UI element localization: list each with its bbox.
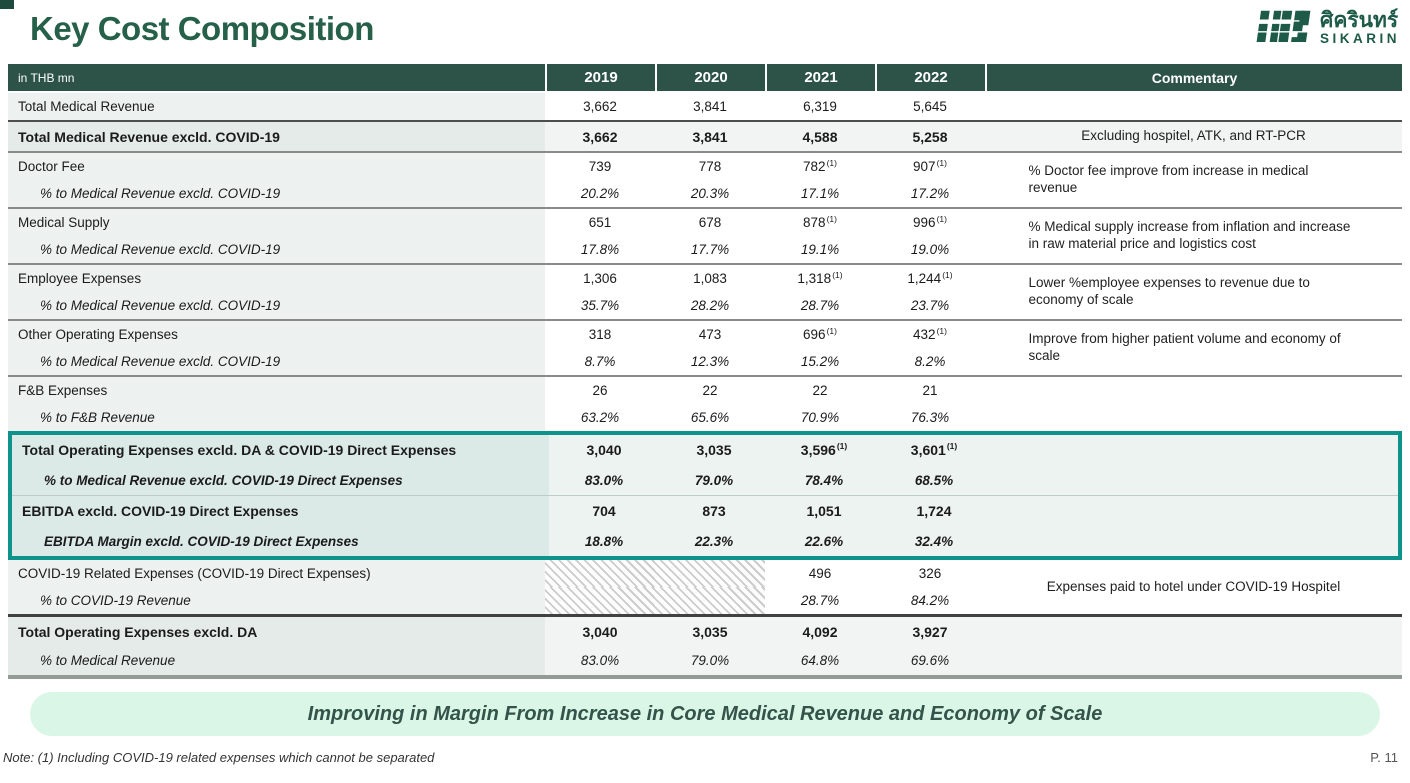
value-cell-2019: 83.0% xyxy=(549,465,659,495)
value-cell-2020: 17.7% xyxy=(655,236,765,263)
hatched-cell-2020 xyxy=(655,587,765,614)
value-cell-2022: 3,927 xyxy=(875,617,985,646)
row-label: % to Medical Revenue xyxy=(8,646,545,675)
value-cell-2022: 23.7% xyxy=(875,292,985,319)
value-cell-2020: 65.6% xyxy=(655,404,765,431)
value-cell-2022: 5,645 xyxy=(875,93,985,120)
col-header-commentary: Commentary xyxy=(985,64,1402,91)
value-cell-2021: 28.7% xyxy=(765,292,875,319)
value-cell-2020: 873 xyxy=(659,496,769,526)
value-cell-2020: 3,035 xyxy=(659,435,769,465)
value-cell-2021: 22 xyxy=(765,377,875,404)
page-number: P. 11 xyxy=(1370,750,1398,765)
commentary-cell: Excluding hospitel, ATK, and RT-PCR xyxy=(985,122,1402,151)
page-title: Key Cost Composition xyxy=(30,10,374,47)
value-cell-2021: 64.8% xyxy=(765,646,875,675)
logo-text xyxy=(1320,10,1400,45)
logo-latin-name: SIKARIN xyxy=(1319,30,1400,46)
value-cell-2022: 19.0% xyxy=(875,236,985,263)
table-row-group xyxy=(8,120,1402,151)
commentary-cell: % Medical supply increase from inflation and increase in raw material price and logistics cost xyxy=(985,209,1402,263)
commentary-cell: % Doctor fee improve from increase in medical revenue xyxy=(985,153,1402,207)
logo-thai-name: ศิครินทร์ xyxy=(1319,9,1399,33)
row-label: Total Medical Revenue excld. COVID-19 xyxy=(8,122,545,151)
commentary-cell: Expenses paid to hotel under COVID-19 Hospitel xyxy=(985,560,1402,614)
value-cell-2022: 996 (1) xyxy=(875,209,985,236)
value-cell-2019: 318 xyxy=(545,321,655,348)
hatched-cell-2019 xyxy=(545,560,655,587)
value-cell-2021: 4,588 xyxy=(765,122,875,151)
value-cell-2020: 1,083 xyxy=(655,265,765,292)
value-cell-2019: 3,662 xyxy=(545,93,655,120)
value-cell-2019: 3,662 xyxy=(545,122,655,151)
value-cell-2021: 696 (1) xyxy=(765,321,875,348)
footnote: Note: (1) Including COVID-19 related expenses which cannot be separated xyxy=(3,750,435,765)
value-cell-2019: 739 xyxy=(545,153,655,180)
value-cell-2022: 1,244 (1) xyxy=(875,265,985,292)
value-cell-2022: 5,258 xyxy=(875,122,985,151)
row-label: % to Medical Revenue excld. COVID-19 xyxy=(8,236,545,263)
table-row-group xyxy=(8,375,1402,431)
value-cell-2021: 19.1% xyxy=(765,236,875,263)
row-label: Total Medical Revenue xyxy=(8,93,545,120)
value-cell-2019: 8.7% xyxy=(545,348,655,375)
col-header-2019: 2019 xyxy=(545,64,655,91)
value-cell-2022: 1,724 xyxy=(879,496,989,526)
value-cell-2022: 3,601 (1) xyxy=(879,435,989,465)
value-cell-2019: 18.8% xyxy=(549,526,659,556)
commentary-cell: Lower %employee expenses to revenue due to economy of scale xyxy=(985,265,1402,319)
value-cell-2021: 22.6% xyxy=(769,526,879,556)
row-label: Other Operating Expenses xyxy=(8,321,545,348)
value-cell-2022: 8.2% xyxy=(875,348,985,375)
value-cell-2020: 778 xyxy=(655,153,765,180)
value-cell-2022: 84.2% xyxy=(875,587,985,614)
top-bar xyxy=(0,0,1410,64)
value-cell-2019: 3,040 xyxy=(545,617,655,646)
value-cell-2021: 3,596 (1) xyxy=(769,435,879,465)
value-cell-2020: 3,841 xyxy=(655,93,765,120)
row-label: Doctor Fee xyxy=(8,153,545,180)
value-cell-2019: 1,306 xyxy=(545,265,655,292)
value-cell-2022: 68.5% xyxy=(879,465,989,495)
value-cell-2022: 21 xyxy=(875,377,985,404)
value-cell-2021: 1,051 xyxy=(769,496,879,526)
row-label: Total Operating Expenses excld. DA & COVID-19 Direct Expenses xyxy=(12,435,549,465)
commentary-cell: Improve from higher patient volume and economy of scale xyxy=(985,321,1402,375)
value-cell-2021: 6,319 xyxy=(765,93,875,120)
value-cell-2022: 326 xyxy=(875,560,985,587)
key-message-banner xyxy=(30,692,1380,736)
value-cell-2019: 3,040 xyxy=(549,435,659,465)
row-label: % to Medical Revenue excld. COVID-19 xyxy=(8,292,545,319)
value-cell-2022: 432 (1) xyxy=(875,321,985,348)
value-cell-2020: 473 xyxy=(655,321,765,348)
row-label: % to Medical Revenue excld. COVID-19 Direct Expenses xyxy=(12,465,549,495)
commentary-cell xyxy=(985,617,1402,675)
value-cell-2019: 17.8% xyxy=(545,236,655,263)
row-label: Medical Supply xyxy=(8,209,545,236)
commentary-cell xyxy=(985,377,1402,431)
col-header-2020: 2020 xyxy=(655,64,765,91)
value-cell-2020: 28.2% xyxy=(655,292,765,319)
table-row-group xyxy=(8,614,1402,675)
value-cell-2020: 3,035 xyxy=(655,617,765,646)
value-cell-2022: 32.4% xyxy=(879,526,989,556)
value-cell-2021: 4,092 xyxy=(765,617,875,646)
row-label: Employee Expenses xyxy=(8,265,545,292)
sikarin-logo xyxy=(1254,7,1400,49)
value-cell-2020: 22.3% xyxy=(659,526,769,556)
row-label: EBITDA Margin excld. COVID-19 Direct Expenses xyxy=(12,526,549,556)
value-cell-2020: 678 xyxy=(655,209,765,236)
value-cell-2021: 782 (1) xyxy=(765,153,875,180)
row-label: % to Medical Revenue excld. COVID-19 xyxy=(8,348,545,375)
table-row-group xyxy=(8,263,1402,319)
value-cell-2019: 83.0% xyxy=(545,646,655,675)
value-cell-2020: 79.0% xyxy=(659,465,769,495)
commentary-cell xyxy=(989,435,1398,495)
hatched-cell-2020 xyxy=(655,560,765,587)
table-header-row xyxy=(8,64,1402,93)
value-cell-2020: 20.3% xyxy=(655,180,765,207)
highlight-box xyxy=(8,431,1402,560)
commentary-cell xyxy=(989,496,1398,556)
value-cell-2019: 704 xyxy=(549,496,659,526)
table-row-group xyxy=(8,319,1402,375)
cost-table xyxy=(8,64,1402,679)
table-row-group xyxy=(8,93,1402,120)
row-label: % to F&B Revenue xyxy=(8,404,545,431)
sikarin-logo-icon xyxy=(1254,7,1312,49)
row-label: EBITDA excld. COVID-19 Direct Expenses xyxy=(12,496,549,526)
value-cell-2021: 28.7% xyxy=(765,587,875,614)
value-cell-2020: 3,841 xyxy=(655,122,765,151)
row-label: % to COVID-19 Revenue xyxy=(8,587,545,614)
value-cell-2021: 17.1% xyxy=(765,180,875,207)
row-label: % to Medical Revenue excld. COVID-19 xyxy=(8,180,545,207)
table-row-group xyxy=(8,207,1402,263)
table-row-group xyxy=(8,560,1402,614)
value-cell-2019: 20.2% xyxy=(545,180,655,207)
row-label: COVID-19 Related Expenses (COVID-19 Direct Expenses) xyxy=(8,560,545,587)
value-cell-2019: 26 xyxy=(545,377,655,404)
unit-label: in THB mn xyxy=(18,70,75,85)
value-cell-2019: 63.2% xyxy=(545,404,655,431)
value-cell-2021: 878 (1) xyxy=(765,209,875,236)
row-label: Total Operating Expenses excld. DA xyxy=(8,617,545,646)
value-cell-2022: 17.2% xyxy=(875,180,985,207)
col-header-2022: 2022 xyxy=(875,64,985,91)
value-cell-2020: 12.3% xyxy=(655,348,765,375)
commentary-cell xyxy=(985,93,1402,120)
table-row-group xyxy=(12,435,1398,495)
value-cell-2021: 70.9% xyxy=(765,404,875,431)
table-row-group xyxy=(8,151,1402,207)
value-cell-2019: 651 xyxy=(545,209,655,236)
col-header-2021: 2021 xyxy=(765,64,875,91)
value-cell-2022: 907 (1) xyxy=(875,153,985,180)
value-cell-2021: 1,318 (1) xyxy=(765,265,875,292)
value-cell-2022: 76.3% xyxy=(875,404,985,431)
table-row-group xyxy=(12,495,1398,556)
row-label: F&B Expenses xyxy=(8,377,545,404)
value-cell-2019: 35.7% xyxy=(545,292,655,319)
value-cell-2021: 15.2% xyxy=(765,348,875,375)
value-cell-2021: 496 xyxy=(765,560,875,587)
value-cell-2020: 22 xyxy=(655,377,765,404)
value-cell-2020: 79.0% xyxy=(655,646,765,675)
hatched-cell-2019 xyxy=(545,587,655,614)
key-message-text: Improving in Margin From Increase in Core Medical Revenue and Economy of Scale xyxy=(307,702,1103,725)
value-cell-2022: 69.6% xyxy=(875,646,985,675)
footer xyxy=(3,750,1398,765)
value-cell-2021: 78.4% xyxy=(769,465,879,495)
